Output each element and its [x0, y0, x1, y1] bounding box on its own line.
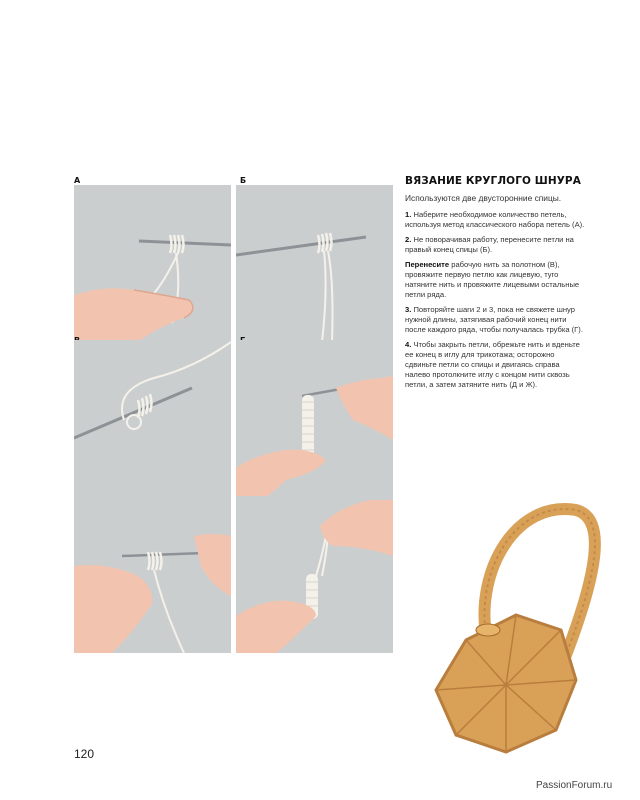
- step-2: 2. Не поворачивая работу, перенесите петли на правый конец спицы (Б).: [405, 235, 574, 254]
- article: [405, 175, 585, 395]
- photo-step-a: [74, 185, 231, 342]
- step-4: 4. Чтобы закрыть петли, обрежьте нить и вденьте ее конец в иглу для трикотажа; осторожно сдвиньте петли со спицы и двигаясь справа налево протолкните иглу с концом нити сквозь петли, а затем затяните нить (Д и Ж).: [405, 340, 580, 389]
- photo-step-e: [236, 496, 393, 653]
- photo-step-d: [74, 496, 231, 653]
- photo-label-b: Б: [240, 176, 247, 185]
- step-1: 1. Наберите необходимое количество петель, используя метод классического набора петель (А).: [405, 210, 585, 229]
- page-number: 120: [74, 747, 95, 761]
- photo-step-b: [236, 185, 393, 342]
- photo-step-g: [236, 340, 393, 497]
- watermark: PassionForum.ru: [536, 780, 613, 791]
- knitted-bag-image: [396, 490, 616, 760]
- photo-label-a: А: [74, 176, 81, 185]
- photo-step-v: [74, 340, 231, 497]
- article-intro: Используются две двусторонние спицы.: [405, 193, 562, 203]
- step-transfer: Перенесите рабочую нить за полотном (В), провяжите первую петлю как лицевую, туго натяните нить и провяжите лицевыми остальные петли ряда.: [405, 260, 580, 299]
- article-title: ВЯЗАНИЕ КРУГЛОГО ШНУРА: [405, 175, 581, 187]
- step-3: 3. Повторяйте шаги 2 и 3, пока не свяжете шнур нужной длины, затягивая рабочий конец нити после каждого ряда, чтобы получалась трубка (Г).: [405, 305, 583, 334]
